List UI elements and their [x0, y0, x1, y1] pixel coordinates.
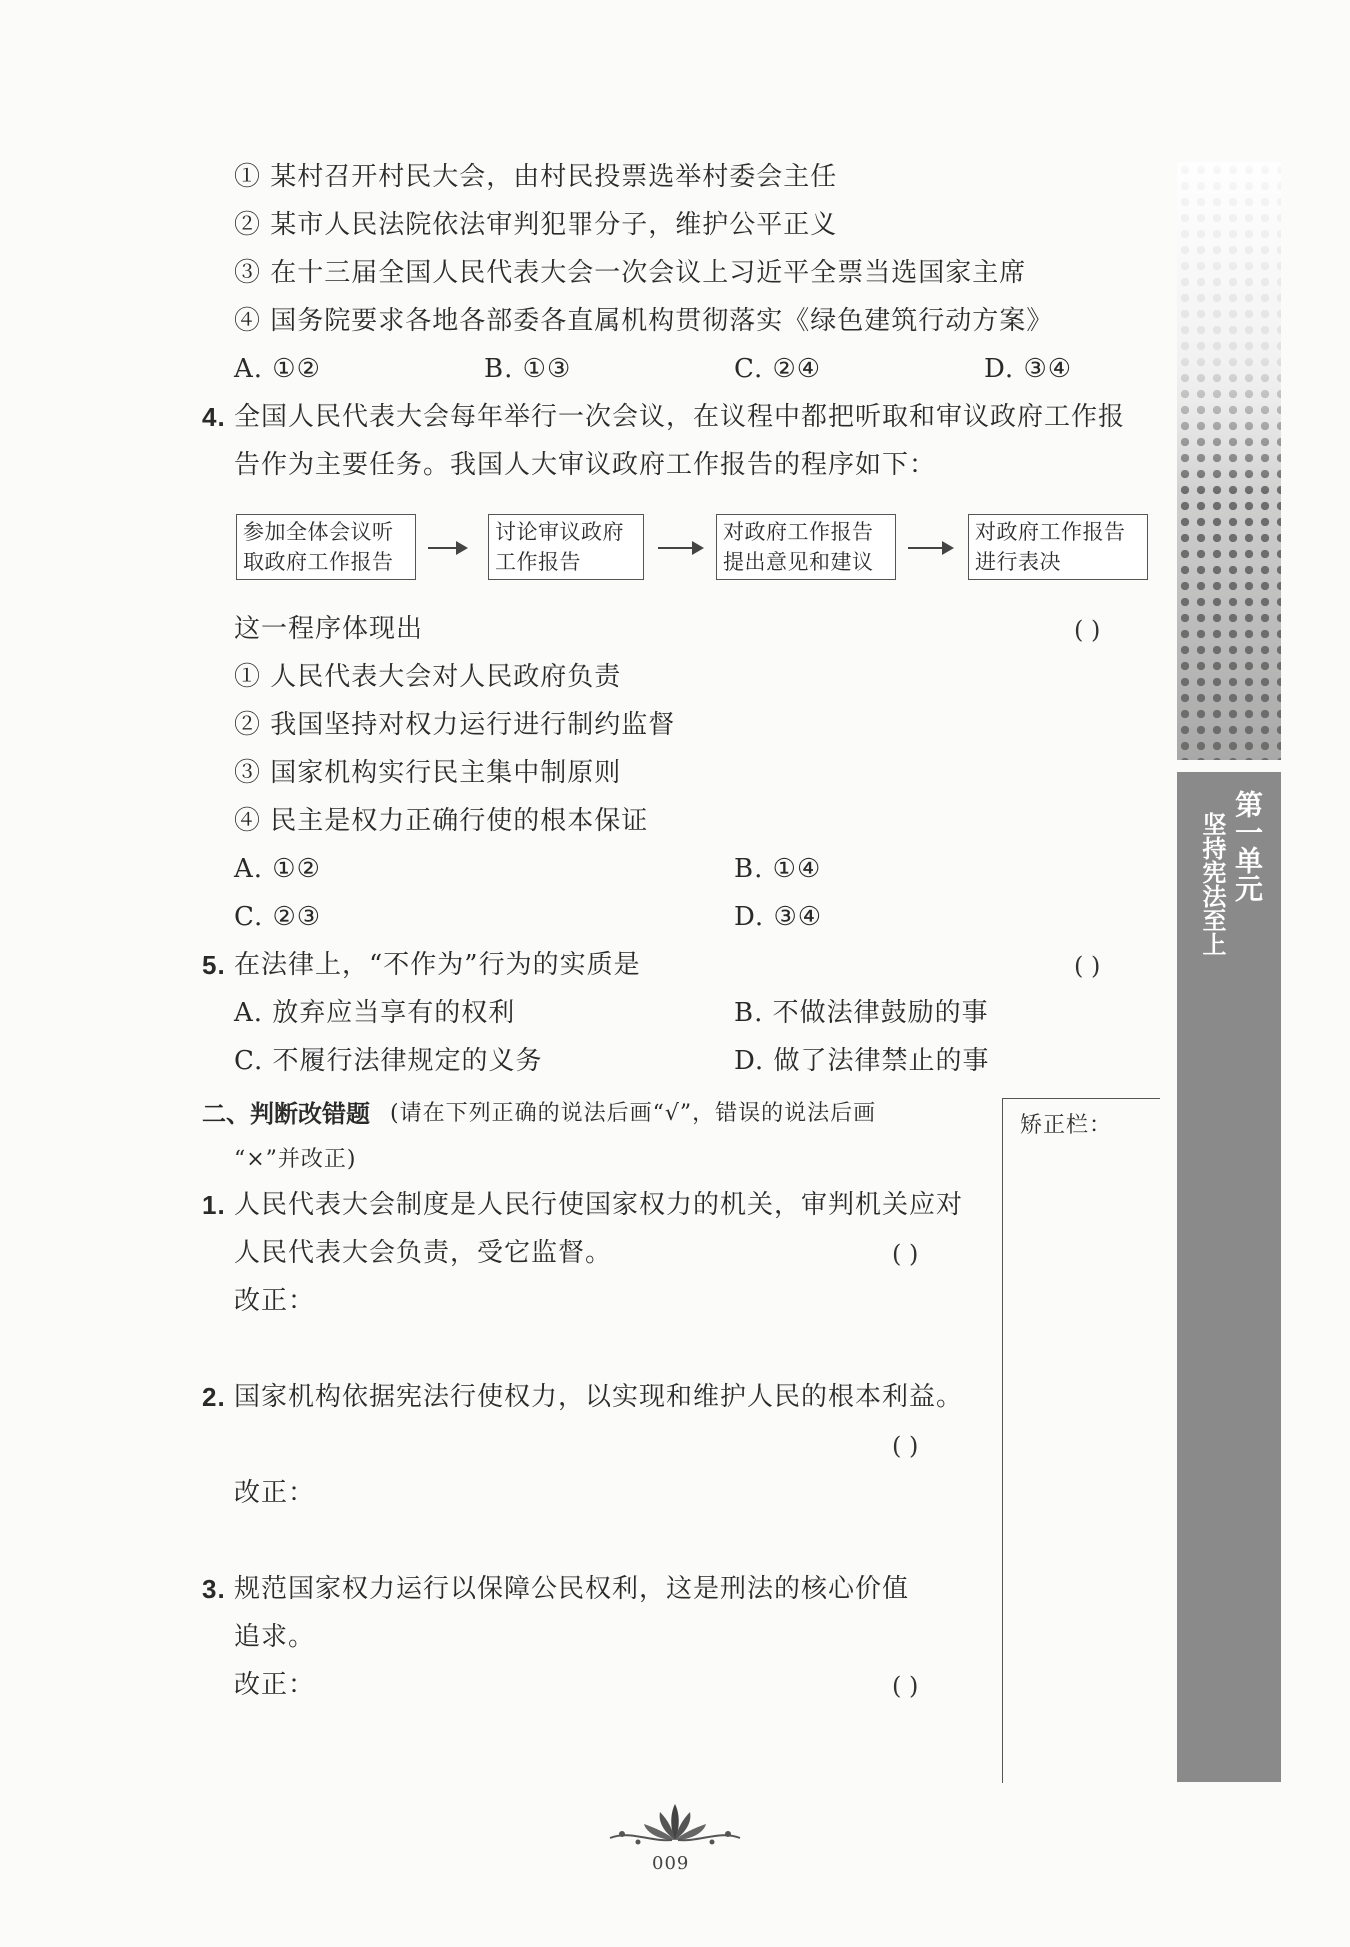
- flow-arrow-3: [908, 547, 952, 549]
- sidebar-dot-fade: [1177, 162, 1281, 492]
- q5-stem: 在法律上，“不作为”行为的实质是: [234, 950, 641, 980]
- q4-choice-c: C. ②③: [234, 902, 322, 932]
- flow-step-1: 参加全体会议听 取政府工作报告: [236, 514, 416, 580]
- j2-line1: 国家机构依据宪法行使权力，以实现和维护人民的根本利益。: [234, 1382, 964, 1412]
- unit-tab: [1177, 772, 1281, 1782]
- q5-choice-d: D. 做了法律禁止的事: [734, 1046, 990, 1076]
- q4-lead: 这一程序体现出: [234, 614, 424, 644]
- q5-choice-b: B. 不做法律鼓励的事: [734, 998, 989, 1028]
- unit-tab-label: 第一单元: [1232, 790, 1263, 902]
- section2-note-line2: “×”并改正): [234, 1147, 357, 1172]
- q5-choice-a: A. 放弃应当享有的权利: [234, 998, 516, 1028]
- flow-step-4: 对政府工作报告 进行表决: [968, 514, 1148, 580]
- j3-fix-label: 改正：: [234, 1670, 316, 1700]
- q4-option-4: ④ 民主是权力正确行使的根本保证: [234, 806, 649, 836]
- j2-answer-paren[interactable]: ( ): [892, 1432, 919, 1460]
- q4-choice-a: A. ①②: [234, 854, 321, 884]
- j1-fix-label: 改正：: [234, 1286, 316, 1316]
- q3-option-2: ② 某市人民法院依法审判犯罪分子，维护公平正义: [234, 210, 838, 240]
- q4-option-3: ③ 国家机构实行民主集中制原则: [234, 758, 622, 788]
- q4-option-1: ① 人民代表大会对人民政府负责: [234, 662, 622, 692]
- q3-option-1: ① 某村召开村民大会，由村民投票选举村委会主任: [234, 162, 838, 192]
- q4-stem-line1: 全国人民代表大会每年举行一次会议，在议程中都把听取和审议政府工作报: [234, 402, 1126, 432]
- q3-choice-a: A. ①②: [234, 354, 321, 384]
- flow-step-2: 讨论审议政府 工作报告: [488, 514, 644, 580]
- j3-line2: 追求。: [234, 1622, 316, 1652]
- q3-choice-d: D. ③④: [984, 354, 1073, 384]
- q5-answer-paren[interactable]: ( ): [1074, 952, 1101, 980]
- q5-number: 5.: [202, 950, 226, 980]
- flow-step-3: 对政府工作报告 提出意见和建议: [716, 514, 896, 580]
- q4-option-2: ② 我国坚持对权力运行进行制约监督: [234, 710, 676, 740]
- j1-answer-paren[interactable]: ( ): [892, 1240, 919, 1268]
- q4-stem-line2: 告作为主要任务。我国人大审议政府工作报告的程序如下：: [234, 450, 937, 480]
- correction-column[interactable]: [1002, 1098, 1160, 1783]
- section2-note-line1: (请在下列正确的说法后画“√”，错误的说法后画: [390, 1101, 877, 1126]
- page-number: 009: [652, 1853, 690, 1874]
- q4-choice-b: B. ①④: [734, 854, 822, 884]
- flow-arrow-2: [658, 547, 702, 549]
- j3-answer-paren[interactable]: ( ): [892, 1672, 919, 1700]
- q4-choice-d: D. ③④: [734, 902, 823, 932]
- j2-fix-label: 改正：: [234, 1478, 316, 1508]
- j2-number: 2.: [202, 1382, 226, 1412]
- q5-choice-c: C. 不履行法律规定的义务: [234, 1046, 543, 1076]
- j1-line1: 人民代表大会制度是人民行使国家权力的机关，审判机关应对: [234, 1190, 964, 1220]
- q3-choice-b: B. ①③: [484, 354, 572, 384]
- correction-label: 矫正栏：: [1020, 1113, 1113, 1138]
- j3-line1: 规范国家权力运行以保障公民权利，这是刑法的核心价值: [234, 1574, 910, 1604]
- section2-title: 二、判断改错题: [202, 1101, 370, 1128]
- q3-option-3: ③ 在十三届全国人民代表大会一次会议上习近平全票当选国家主席: [234, 258, 1027, 288]
- flow-arrow-1: [428, 547, 466, 549]
- footer-ornament-icon: [600, 1800, 750, 1850]
- j1-line2: 人民代表大会负责，受它监督。: [234, 1238, 613, 1268]
- q4-number: 4.: [202, 402, 226, 432]
- q3-option-4: ④ 国务院要求各地各部委各直属机构贯彻落实《绿色建筑行动方案》: [234, 306, 1054, 336]
- j1-number: 1.: [202, 1190, 226, 1220]
- j3-number: 3.: [202, 1574, 226, 1604]
- q3-choice-c: C. ②④: [734, 354, 822, 384]
- unit-tab-title: 坚持宪法至上: [1198, 812, 1225, 956]
- q4-answer-paren[interactable]: ( ): [1074, 616, 1101, 644]
